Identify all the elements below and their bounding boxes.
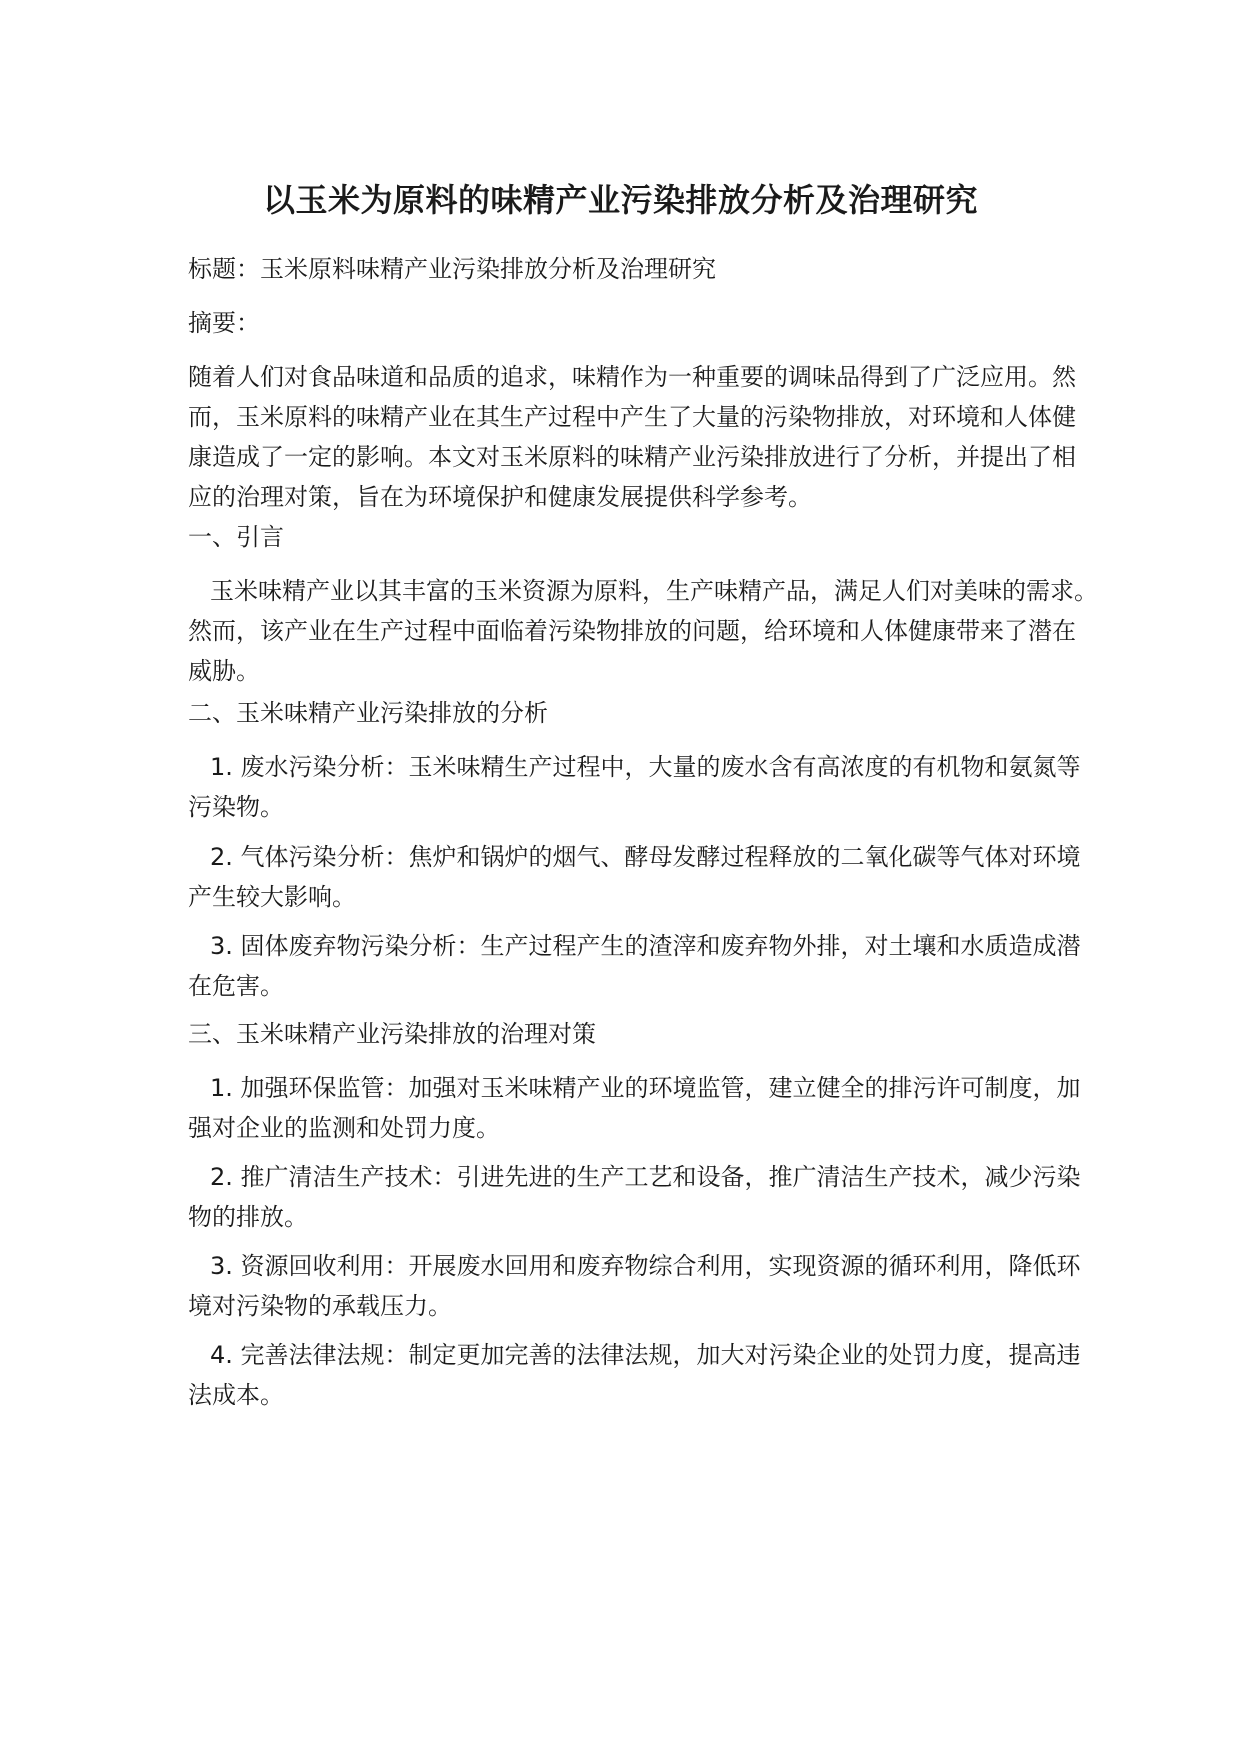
section3-item: [188, 1335, 1118, 1415]
section3-heading: 三、玉米味精产业污染排放的治理对策: [188, 1020, 596, 1048]
section3-item: [188, 1246, 1118, 1326]
section3-item-line: 物的排放。: [188, 1203, 308, 1231]
subtitle-paragraph: [188, 249, 1118, 289]
section1-paragraph: [188, 571, 1118, 691]
abstract-paragraph: [188, 357, 1118, 517]
subtitle-line: 标题：玉米原料味精产业污染排放分析及治理研究: [188, 255, 716, 283]
section2-item-line: 2. 气体污染分析：焦炉和锅炉的烟气、酵母发酵过程释放的二氧化碳等气体对环境: [210, 843, 1081, 871]
abstract-line: 而，玉米原料的味精产业在其生产过程中产生了大量的污染物排放，对环境和人体健: [188, 403, 1076, 431]
section3-item-line: 境对污染物的承载压力。: [188, 1292, 452, 1320]
section3-item-line: 1. 加强环保监管：加强对玉米味精产业的环境监管，建立健全的排污许可制度，加: [210, 1074, 1081, 1102]
section1-heading-paragraph: [188, 517, 1118, 557]
abstract-line: 随着人们对食品味道和品质的追求，味精作为一种重要的调味品得到了广泛应用。然: [188, 363, 1076, 391]
section1-line: 玉米味精产业以其丰富的玉米资源为原料，生产味精产品，满足人们对美味的需求。: [210, 577, 1098, 605]
section2-heading-paragraph: [188, 693, 1118, 733]
section2-item-line: 1. 废水污染分析：玉米味精生产过程中，大量的废水含有高浓度的有机物和氨氮等: [210, 753, 1081, 781]
section1-line: 威胁。: [188, 657, 260, 685]
section2-item-line: 产生较大影响。: [188, 883, 356, 911]
section2-item: [188, 926, 1118, 1006]
section2-item-line: 3. 固体废弃物污染分析：生产过程产生的渣滓和废弃物外排，对土壤和水质造成潜: [210, 932, 1081, 960]
section2-item-line: 污染物。: [188, 793, 284, 821]
section3-item-line: 强对企业的监测和处罚力度。: [188, 1114, 500, 1142]
section3-item-line: 2. 推广清洁生产技术：引进先进的生产工艺和设备，推广清洁生产技术，减少污染: [210, 1163, 1081, 1191]
section3-item-line: 3. 资源回收利用：开展废水回用和废弃物综合利用，实现资源的循环利用，降低环: [210, 1252, 1081, 1280]
section3-item-line: 法成本。: [188, 1381, 284, 1409]
section1-line: 然而，该产业在生产过程中面临着污染物排放的问题，给环境和人体健康带来了潜在: [188, 617, 1076, 645]
section3-heading-paragraph: [188, 1014, 1118, 1054]
section2-item: [188, 837, 1118, 917]
abstract-line: 康造成了一定的影响。本文对玉米原料的味精产业污染排放进行了分析，并提出了相: [188, 443, 1076, 471]
document-title: 以玉米为原料的味精产业污染排放分析及治理研究: [262, 181, 978, 219]
abstract-line: 应的治理对策，旨在为环境保护和健康发展提供科学参考。: [188, 483, 812, 511]
section2-heading: 二、玉米味精产业污染排放的分析: [188, 699, 548, 727]
section1-heading: 一、引言: [188, 523, 284, 551]
section3-item-line: 4. 完善法律法规：制定更加完善的法律法规，加大对污染企业的处罚力度，提高违: [210, 1341, 1081, 1369]
abstract-label-paragraph: [188, 303, 1118, 343]
section3-item: [188, 1157, 1118, 1237]
section3-item: [188, 1068, 1118, 1148]
section2-item-line: 在危害。: [188, 972, 284, 1000]
section2-item: [188, 747, 1118, 827]
abstract-label: 摘要：: [188, 309, 260, 337]
